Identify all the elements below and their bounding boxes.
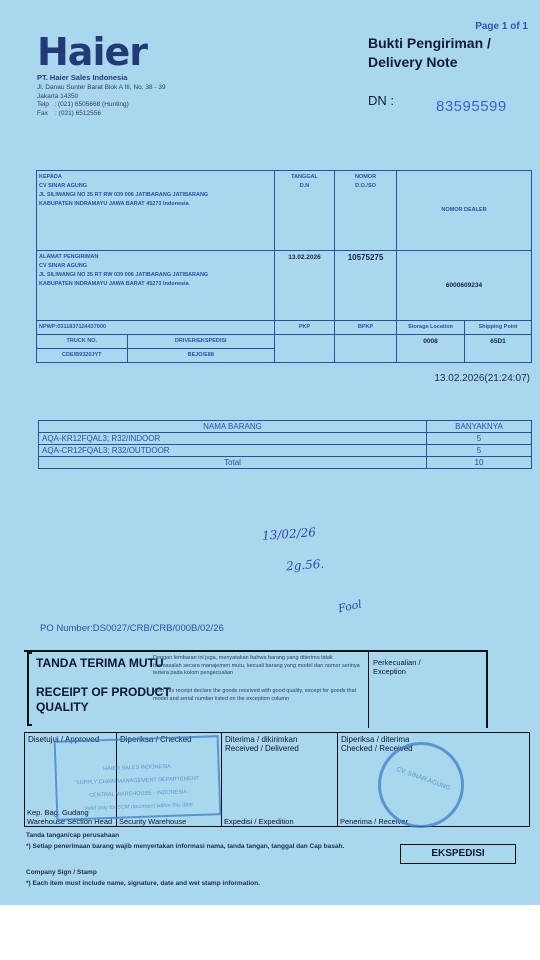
driver-value: BEJO/E88 — [187, 352, 214, 358]
nomor-sub: D.O./SO — [355, 183, 376, 189]
alamat-address-2: KABUPATEN INDRAMAYU JAWA BARAT 45273 Indonesia — [39, 281, 189, 287]
shipping-value: 65D1 — [490, 338, 506, 345]
company-address: Jl. Danau Sunter Barat Blok A III, No. 38 - 39 Jakarta 14350 Telp : (021) 6505668 (Hunting) Fax : (021) 6512556 — [37, 84, 166, 117]
signature-checked-label: Diperiksa / Checked — [120, 735, 192, 744]
shipment-info-table — [36, 170, 532, 363]
bpkp-cell — [335, 321, 397, 335]
company-name: PT. Haier Sales Indonesia — [37, 73, 128, 82]
storage-value: 0008 — [423, 338, 438, 345]
tanggal-sub: D.N — [299, 183, 310, 189]
haier-stamp-text: HAIER SALES INDONESIA SUPPLY CHAIN MANAGEMENT DEPARTEMENT CENTRAL WAREHOUSE - INDONESIA — [75, 763, 200, 799]
truck-value: CDE/B9320JYT — [37, 349, 127, 363]
dn-label: DN : — [368, 93, 394, 108]
storage-label: Storage Location — [408, 324, 453, 330]
signature-checked-role: Security Warehouse — [119, 817, 187, 826]
items-header-row — [39, 421, 532, 433]
kepada-address-2: KABUPATEN INDRAMAYU JAWA BARAT 45273 Indonesia — [39, 201, 189, 207]
footer-line-2: *) Setiap penerimaan barang wajib menyertakan informasi nama, tanda tangan, tanggal dan Cap basah. — [26, 843, 345, 850]
item-qty: 5 — [427, 433, 532, 445]
dn-number: 83595599 — [436, 98, 507, 115]
col-item-name: NAMA BARANG — [39, 421, 427, 433]
alamat-name: CV SINAR AGUNG — [39, 263, 88, 269]
tanggal-header-cell — [275, 171, 335, 251]
handwritten-note: 2g.56. — [285, 556, 325, 574]
document-title — [368, 34, 491, 72]
po-number: PO Number:DS0027/CRB/CRB/000B/02/26 — [40, 623, 224, 634]
truck-driver-table — [37, 335, 274, 362]
total-row — [39, 457, 532, 469]
shipping-label-cell — [465, 321, 532, 335]
item-name: AQA-KR12FQAL3; R32/INDOOR — [39, 433, 427, 445]
print-timestamp: 13.02.2026(21:24:07) — [434, 373, 530, 384]
page-indicator: Page 1 of 1 — [475, 21, 528, 32]
receipt-title-en-1: RECEIPT OF PRODUCT — [36, 685, 171, 699]
alamat-address-1: JL SILIWANGI NO 35 RT RW 039 006 JATIBARANG JATIBARANG — [39, 272, 209, 278]
storage-label-cell — [397, 321, 465, 335]
receipt-text-id: Dengan lembaran ini juga, menyatakan bahwa barang yang diterima tidak bermasalah secara manajemen mutu, kecuali barang yang model dan nomor serinya tertera pada kolom pengecualian — [153, 655, 360, 676]
item-qty: 5 — [427, 445, 532, 457]
receipt-title-en — [36, 685, 171, 715]
title-line-2: Delivery Note — [368, 54, 458, 70]
bpkp-value-cell — [335, 335, 397, 363]
bpkp-label: BPKP — [357, 324, 374, 330]
signature-delivered-role: Expedisi / Expedition — [224, 817, 294, 826]
dealer-value-cell — [397, 251, 532, 321]
signature-received-role: Penerima / Receiver — [340, 817, 408, 826]
items-table — [38, 420, 532, 469]
haier-logo: Haier — [37, 30, 147, 74]
signature-delivered-cell — [222, 733, 338, 827]
haier-stamp-note: Valid only for SCM document within this date — [83, 802, 194, 812]
item-name: AQA-CR12FQAL3; R32/OUTDOOR — [39, 445, 427, 457]
kepada-name: CV SINAR AGUNG — [39, 183, 88, 189]
alamat-label: ALAMAT PENGIRIMAN — [39, 254, 99, 260]
receipt-bracket — [27, 652, 32, 726]
table-row — [39, 445, 532, 457]
shipping-value-cell — [465, 335, 532, 363]
shipping-label: Shipping Point — [478, 324, 518, 330]
truck-label: TRUCK NO. — [37, 335, 127, 349]
signature-approved-role: Kep. Bag. Gudang Warehouse Section Head — [27, 808, 113, 826]
receipt-text-en: With this receipt declare the goods received with good quality, except for goods that model and serial number listed on the exception column — [153, 688, 357, 702]
signature-received-label: Diperiksa / diterima Checked / Received — [341, 735, 413, 753]
total-label: Total — [39, 457, 427, 469]
col-item-qty: BANYAKNYA — [427, 421, 532, 433]
footer-line-1: Tanda tangan/cap perusahaan — [26, 832, 120, 839]
receipt-title-en-2: QUALITY — [36, 700, 89, 714]
handwritten-date: 13/02/26 — [261, 525, 317, 543]
storage-value-cell — [397, 335, 465, 363]
npwp-value: NPWP:0311837124437000 — [39, 324, 106, 330]
recipient-cell — [37, 171, 275, 251]
delivery-address-cell — [37, 251, 275, 321]
signature-approved-label: Disetujui / Approved — [28, 735, 100, 744]
haier-warehouse-stamp — [54, 735, 222, 821]
nomor-label: NOMOR — [354, 174, 377, 180]
npwp-cell — [37, 321, 275, 335]
tanggal-value: 13.02.2026 — [288, 254, 321, 261]
ekspedisi-box: EKSPEDISI — [400, 844, 516, 864]
dealer-value: 6000609234 — [445, 281, 483, 289]
dealer-label: NOMOR DEALER — [441, 207, 487, 213]
truck-driver-cell — [37, 335, 275, 363]
table-row — [39, 433, 532, 445]
handwritten-signature: Fool — [336, 597, 363, 616]
nomor-value-cell — [335, 251, 397, 321]
signature-delivered-label: Diterima / dikirimkan Received / Delivered — [225, 735, 299, 753]
tanggal-label: TANGGAL — [291, 174, 318, 180]
kepada-label: KEPADA — [39, 174, 62, 180]
footer-line-3: Company Sign / Stamp — [26, 869, 97, 876]
dealer-header-cell — [397, 171, 532, 251]
pkp-cell — [275, 321, 335, 335]
tanggal-value-cell — [275, 251, 335, 321]
nomor-header-cell — [335, 171, 397, 251]
kepada-address-1: JL SILIWANGI NO 35 RT RW 039 006 JATIBARANG JATIBARANG — [39, 192, 209, 198]
total-qty: 10 — [427, 457, 532, 469]
pkp-label: PKP — [298, 324, 311, 330]
pkp-value-cell — [275, 335, 335, 363]
receipt-title-id: TANDA TERIMA MUTU — [36, 656, 164, 670]
cv-stamp-text: CV. SINAR AGUNG — [395, 765, 452, 792]
title-line-1: Bukti Pengiriman / — [368, 35, 491, 51]
footer-line-4: *) Each item must include name, signature, date and wet stamp information. — [26, 880, 261, 887]
exception-label: Perkecualian / Exception — [368, 652, 486, 728]
driver-label: DRIVER/EKSPEDISI — [127, 335, 274, 349]
nomor-value: 10575275 — [347, 253, 384, 262]
